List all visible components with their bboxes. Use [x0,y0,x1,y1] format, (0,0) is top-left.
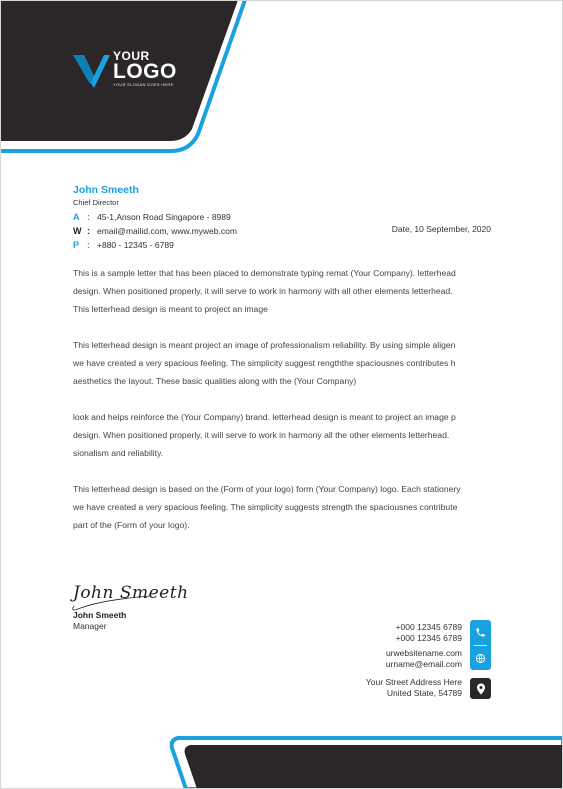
body-line: sionalism and reliability. [73,448,164,458]
body-line: This letterhead design is meant to project an image [73,304,268,314]
sender-title: Chief Director [73,198,119,207]
sender-name: John Smeeth [73,184,139,196]
address-colon: : [87,212,90,222]
signature-script: John Smeeth [73,583,189,603]
sender-address: 45-1,Anson Road Singapore - 8989 [97,212,231,222]
signatory-role: Manager [73,621,107,631]
body-line: look and helps reinforce the (Your Company) brand. letterhead design is meant to project an image p [73,412,456,422]
logo-line-1: YOUR [113,49,150,63]
body-line: design. When positioned properly, it will serve to work in harmony all the other elements letterhead. [73,430,450,440]
signatory-name: John Smeeth [73,610,127,620]
sender-phone: +880 - 12345 - 6789 [97,240,174,250]
body-line: we have created a very spacious feeling. The simplicity suggests strength the spaciousnes contribute [73,502,458,512]
body-line: This letterhead design is meant project an image of professionalism reliability. By using simple aligen [73,340,456,350]
contact-phone-1: +000 12345 6789 [395,622,462,632]
body-line: design. When positioned properly, it will serve to work in harmony with all other elements letterhead. [73,286,453,296]
sender-web: email@mailid.com, www.myweb.com [97,226,237,236]
phone-key: P [73,240,80,250]
body-line: This letterhead design is based on the (Form of your logo) form (Your Company) logo. Each stationery [73,484,461,494]
logo-line-2: LOGO [113,60,177,83]
logo-slogan: YOUR SLOGAN GOES HERE [113,82,174,87]
contact-email: urname@email.com [385,659,462,669]
body-line: aesthetics the layout. These basic qualities along with the (Your Company) [73,376,357,386]
contact-address-line-1: Your Street Address Here [365,677,462,687]
phone-colon: : [87,240,90,250]
contact-website: urwebsitename.com [385,648,462,658]
address-key: A [73,212,80,222]
letter-date: Date, 10 September, 2020 [391,224,491,234]
body-line: This is a sample letter that has been placed to demonstrate typing remat (Your Company). letterhead [73,268,456,278]
contact-address-line-2: United State, 54789 [386,688,462,698]
body-line: part of the (Form of your logo). [73,520,190,530]
body-line: we have created a very spacious feeling. The simplicity suggest rengththe spaciousnes contributes h [73,358,456,368]
contact-phone-2: +000 12345 6789 [395,633,462,643]
web-colon: : [87,226,90,236]
web-key: W [73,226,82,236]
footer-dark-shape [185,745,563,789]
